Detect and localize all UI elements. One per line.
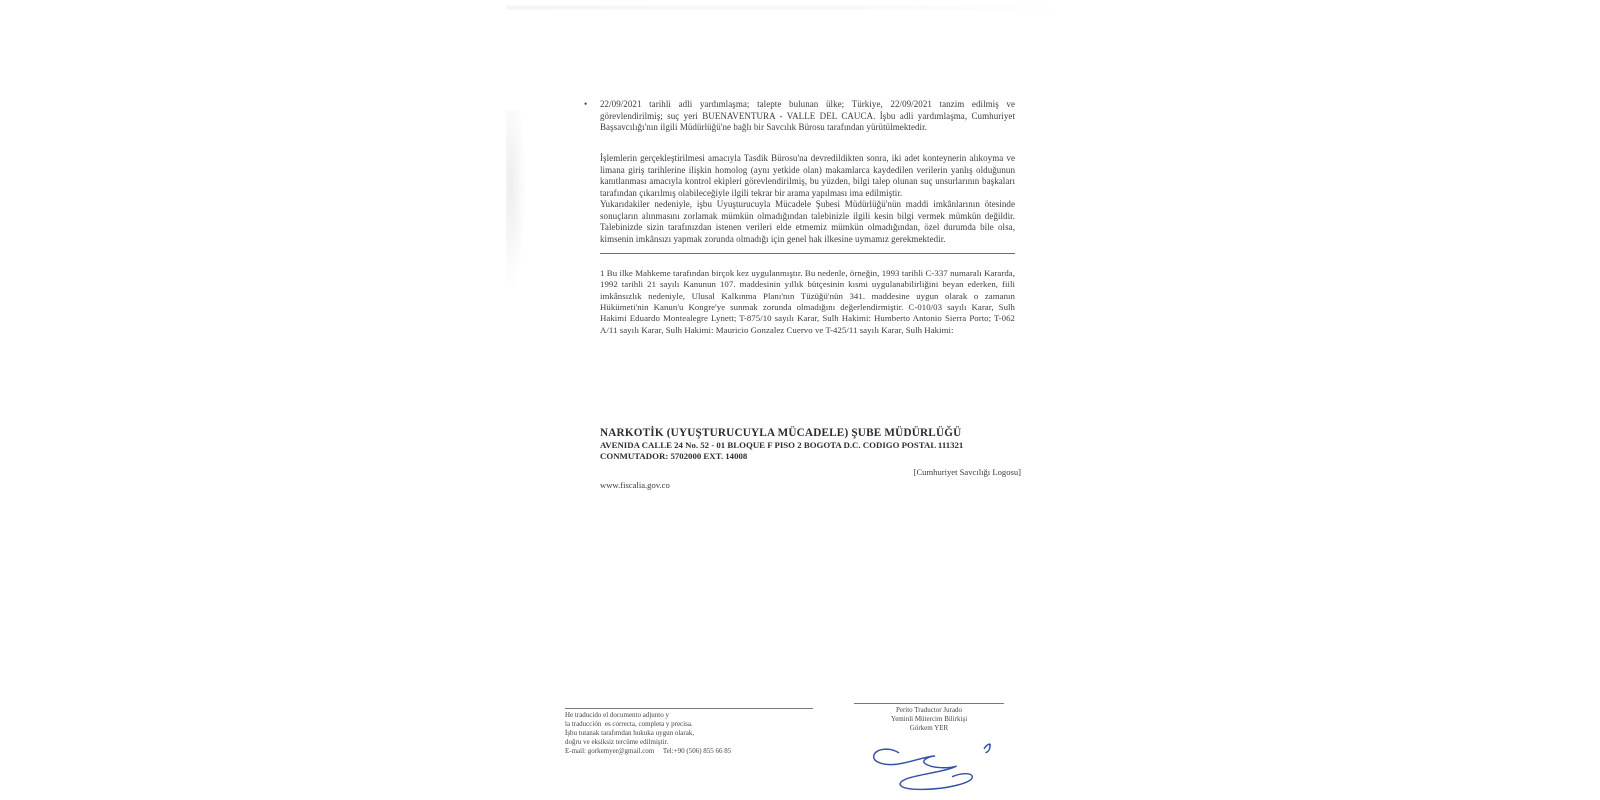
footnote-separator xyxy=(600,253,1015,254)
declaration-line: İşbu tutanak tarafımdan hukuka uygun olarak, xyxy=(565,729,695,737)
logo-placeholder-note: [Cumhuriyet Savcılığı Logosu] xyxy=(913,467,1021,477)
signature-strokes xyxy=(874,744,991,789)
declaration-line: doğru ve eksiksiz tercüme edilmiştir. xyxy=(565,738,669,746)
translator-title-block xyxy=(854,703,1004,733)
bullet-list-item xyxy=(584,99,1015,134)
declaration-line: la traducción es correcta, completa y precisa. xyxy=(565,720,693,728)
address-line-2: CONMUTADOR: 5702000 EXT. 14008 xyxy=(600,450,748,461)
address-line-1: AVENIDA CALLE 24 No. 52 - 01 BLOQUE F PISO 2 BOGOTA D.C. CODIGO POSTAL 111321 xyxy=(600,440,964,450)
declaration-line: He traducido el documento adjunto y xyxy=(565,711,669,719)
scan-left-smudge xyxy=(506,110,528,300)
department-title: NARKOTİK (UYUŞTURUCUYLA MÜCADELE) ŞUBE MÜDÜRLÜĞÜ xyxy=(600,427,962,439)
department-address-block xyxy=(600,427,1021,490)
website-url: www.fiscalia.gov.co xyxy=(600,480,670,490)
translator-name: Görkem YER xyxy=(909,724,949,732)
scan-top-shadow xyxy=(506,6,1062,9)
footnote-text: 1 Bu ilke Mahkeme tarafından birçok kez uygulanmıştır. Bu nedenle, örneğin, 1993 tarihli C-337 numaralı Kararda, 1992 tarihli 21 sayılı Kanunun 107. maddesinin yıllık bütçesinin kısmi uygulanabilirliğini beyan ederken, fiili imkânsızlık nedeniyle, Ulusal Kalkınma Planı'nın Tüzüğü'nün 341. maddesine uygun olarak o zamanın Hükümeti'nin Kanun'u Kongre'ye sunmak zorunda olmadığını değerlendirmiştir. C-010/03 sayılı Karar, Sulh Hakimi Eduardo Montealegre Lynett; T-875/10 sayılı Karar, Sulh Hakimi: Humberto Antonio Sierra Porto; T-062 A/11 sayılı Karar, Sulh Hakimi: Mauricio Gonzalez Cuervo ve T-425/11 sayılı Karar, Sulh Hakimi: xyxy=(600,267,1015,335)
scanned-page xyxy=(506,0,1100,800)
translator-declaration-block xyxy=(565,708,813,756)
translator-title-line: Yeminli Mütercim Bilirkişi xyxy=(890,715,968,723)
translator-title-line: Perito Traductor Jurado xyxy=(895,706,963,714)
body-paragraph-1: İşlemlerin gerçekleştirilmesi amacıyla Tasdik Bürosu'na devredildikten sonra, iki adet konteynerin alıkoyma ve limana giriş tarihlerine ilişkin homolog (aynı yetkide olan) makamlarca kaydedilen verilerin yanlış olduğunun kanıtlanması amacıyla kontrol ekipleri görevlendirilmiş, bu yüzden, bilgi talep olunan suç unsurlarının başkaları tarafından çıkarılmış olabileceğiyle ilgili tekrar bir arama yapılması ima edilmiştir. xyxy=(600,153,1015,198)
signature-scribble xyxy=(861,738,1003,798)
body-paragraph-2: Yukarıdakiler nedeniyle, işbu Uyuşturucuyla Mücadele Şubesi Müdürlüğü'nün maddi imkânlarının ötesinde sonuçların alınmasını zorlamak mümkün olmadığından talebinizle ilgili kesin bilgi vermek mümkün değildir. Talebinizde sizin tarafınızdan istenen verileri elde etmemiz mümkün olmadığından, özel durumda bile olsa, kimsenin imkânsızı yapmak zorunda olmadığı için genel hak ilkesine uymamız gerekmektedir. xyxy=(600,199,1015,244)
bullet-paragraph-text: 22/09/2021 tarihli adli yardımlaşma; talepte bulunan ülke; Türkiye, 22/09/2021 tanzim edilmiş ve görevlendirilmiş; suç yeri BUENAVENTURA - VALLE DEL CAUCA. İşbu adli yardımlaşma, Cumhuriyet Başsavcılığı'nın ilgili Müdürlüğü'ne bağlı bir Savcılık Bürosu tarafından yürütülmektedir. xyxy=(600,99,1015,132)
bullet-marker: • xyxy=(584,99,588,109)
translator-contact-line: E-mail: gorkemyer@gmail.com Tel:+90 (506) 855 66 85 xyxy=(565,747,732,755)
